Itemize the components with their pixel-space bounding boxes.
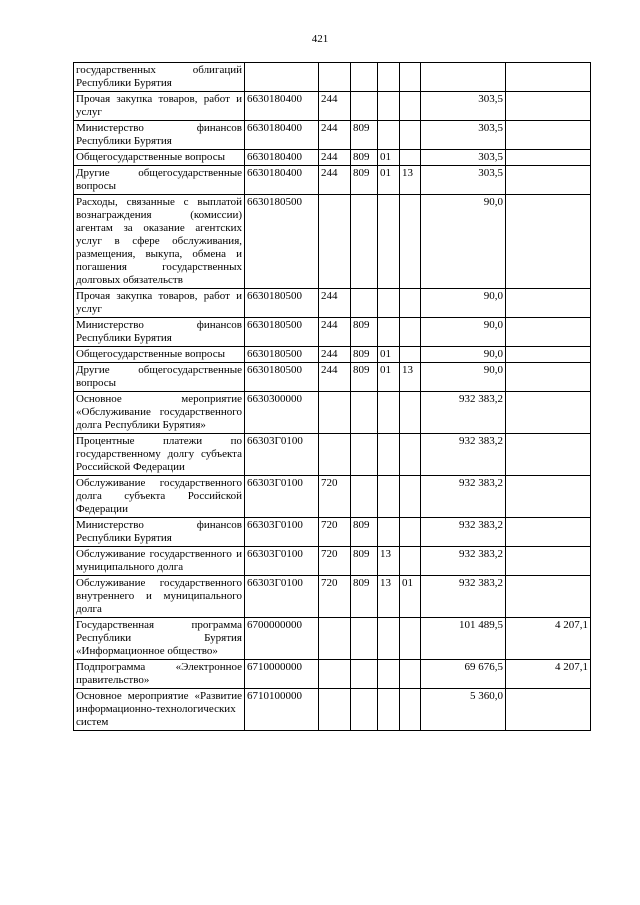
- subsection-cell: [400, 660, 421, 689]
- amount-cell: 932 383,2: [421, 392, 506, 434]
- administrator-cell: [351, 92, 378, 121]
- table-row: [74, 476, 591, 518]
- section-cell: [378, 689, 400, 731]
- expense-type-cell: [319, 434, 351, 476]
- federal-amount-cell: [506, 289, 591, 318]
- administrator-cell: [351, 660, 378, 689]
- table-row: [74, 689, 591, 731]
- administrator-cell: [351, 618, 378, 660]
- section-cell: [378, 518, 400, 547]
- target-article-cell: 6630180500: [245, 195, 319, 289]
- amount-cell: 303,5: [421, 150, 506, 166]
- federal-amount-cell: [506, 166, 591, 195]
- target-article-cell: 6630180400: [245, 166, 319, 195]
- subsection-cell: 13: [400, 166, 421, 195]
- item-name-cell: Обслуживание государственного долга субъекта Российской Федерации: [74, 476, 245, 518]
- item-name-cell: Государственная программа Республики Бурятия «Информационное общество»: [74, 618, 245, 660]
- amount-cell: 303,5: [421, 121, 506, 150]
- federal-amount-cell: [506, 363, 591, 392]
- target-article-cell: 6700000000: [245, 618, 319, 660]
- administrator-cell: 809: [351, 547, 378, 576]
- target-article-cell: 6630180500: [245, 318, 319, 347]
- expense-type-cell: [319, 392, 351, 434]
- expense-type-cell: 244: [319, 92, 351, 121]
- expense-type-cell: 244: [319, 347, 351, 363]
- federal-amount-cell: [506, 318, 591, 347]
- section-cell: [378, 195, 400, 289]
- section-cell: 01: [378, 166, 400, 195]
- target-article-cell: 66303Г0100: [245, 576, 319, 618]
- expense-type-cell: 720: [319, 518, 351, 547]
- item-name-cell: Прочая закупка товаров, работ и услуг: [74, 92, 245, 121]
- administrator-cell: 809: [351, 150, 378, 166]
- subsection-cell: [400, 476, 421, 518]
- section-cell: [378, 476, 400, 518]
- section-cell: [378, 660, 400, 689]
- administrator-cell: [351, 476, 378, 518]
- administrator-cell: [351, 195, 378, 289]
- subsection-cell: [400, 121, 421, 150]
- administrator-cell: [351, 689, 378, 731]
- administrator-cell: [351, 434, 378, 476]
- expense-type-cell: 244: [319, 318, 351, 347]
- table-row: [74, 576, 591, 618]
- expense-type-cell: 244: [319, 363, 351, 392]
- expense-type-cell: 720: [319, 547, 351, 576]
- amount-cell: 932 383,2: [421, 576, 506, 618]
- target-article-cell: 6630180400: [245, 150, 319, 166]
- page-number: 421: [311, 33, 329, 45]
- federal-amount-cell: [506, 576, 591, 618]
- amount-cell: 90,0: [421, 363, 506, 392]
- expense-type-cell: 720: [319, 476, 351, 518]
- table-row: [74, 392, 591, 434]
- table-row: [74, 547, 591, 576]
- table-row: [74, 518, 591, 547]
- subsection-cell: [400, 289, 421, 318]
- target-article-cell: 66303Г0100: [245, 547, 319, 576]
- amount-cell: 5 360,0: [421, 689, 506, 731]
- amount-cell: 932 383,2: [421, 547, 506, 576]
- table-row: [74, 660, 591, 689]
- target-article-cell: 6630180400: [245, 121, 319, 150]
- table-row: [74, 434, 591, 476]
- table-row: [74, 195, 591, 289]
- table-row: [74, 92, 591, 121]
- target-article-cell: 6630180500: [245, 289, 319, 318]
- federal-amount-cell: [506, 518, 591, 547]
- subsection-cell: [400, 547, 421, 576]
- federal-amount-cell: [506, 392, 591, 434]
- target-article-cell: 6630180400: [245, 92, 319, 121]
- federal-amount-cell: 4 207,1: [506, 660, 591, 689]
- item-name-cell: Основное мероприятие «Развитие информационно-технологических систем: [74, 689, 245, 731]
- subsection-cell: [400, 689, 421, 731]
- target-article-cell: 6710100000: [245, 689, 319, 731]
- item-name-cell: Министерство финансов Республики Бурятия: [74, 121, 245, 150]
- section-cell: 13: [378, 547, 400, 576]
- subsection-cell: [400, 318, 421, 347]
- amount-cell: 932 383,2: [421, 476, 506, 518]
- subsection-cell: [400, 618, 421, 660]
- subsection-cell: [400, 392, 421, 434]
- section-cell: [378, 92, 400, 121]
- table-row: [74, 166, 591, 195]
- administrator-cell: [351, 392, 378, 434]
- amount-cell: [421, 63, 506, 92]
- section-cell: [378, 289, 400, 318]
- expense-type-cell: 720: [319, 576, 351, 618]
- federal-amount-cell: [506, 434, 591, 476]
- federal-amount-cell: [506, 150, 591, 166]
- federal-amount-cell: [506, 121, 591, 150]
- item-name-cell: Другие общегосударственные вопросы: [74, 363, 245, 392]
- subsection-cell: [400, 63, 421, 92]
- administrator-cell: 809: [351, 166, 378, 195]
- federal-amount-cell: [506, 195, 591, 289]
- section-cell: [378, 121, 400, 150]
- target-article-cell: 6630180500: [245, 347, 319, 363]
- amount-cell: 101 489,5: [421, 618, 506, 660]
- expense-type-cell: 244: [319, 121, 351, 150]
- item-name-cell: Другие общегосударственные вопросы: [74, 166, 245, 195]
- amount-cell: 90,0: [421, 318, 506, 347]
- administrator-cell: 809: [351, 347, 378, 363]
- administrator-cell: [351, 289, 378, 318]
- federal-amount-cell: [506, 92, 591, 121]
- target-article-cell: 6710000000: [245, 660, 319, 689]
- section-cell: 01: [378, 347, 400, 363]
- amount-cell: 90,0: [421, 195, 506, 289]
- target-article-cell: 66303Г0100: [245, 434, 319, 476]
- table-row: [74, 121, 591, 150]
- amount-cell: 90,0: [421, 289, 506, 318]
- item-name-cell: Министерство финансов Республики Бурятия: [74, 318, 245, 347]
- administrator-cell: 809: [351, 518, 378, 547]
- administrator-cell: [351, 63, 378, 92]
- subsection-cell: [400, 347, 421, 363]
- administrator-cell: 809: [351, 121, 378, 150]
- federal-amount-cell: [506, 63, 591, 92]
- subsection-cell: [400, 434, 421, 476]
- expense-type-cell: 244: [319, 150, 351, 166]
- section-cell: 01: [378, 150, 400, 166]
- subsection-cell: 01: [400, 576, 421, 618]
- table-row: [74, 318, 591, 347]
- expense-type-cell: [319, 689, 351, 731]
- item-name-cell: Общегосударственные вопросы: [74, 150, 245, 166]
- item-name-cell: Процентные платежи по государственному долгу субъекта Российской Федерации: [74, 434, 245, 476]
- expense-type-cell: 244: [319, 166, 351, 195]
- administrator-cell: 809: [351, 576, 378, 618]
- section-cell: [378, 63, 400, 92]
- amount-cell: 69 676,5: [421, 660, 506, 689]
- table-row: [74, 363, 591, 392]
- section-cell: [378, 318, 400, 347]
- item-name-cell: Министерство финансов Республики Бурятия: [74, 518, 245, 547]
- item-name-cell: Основное мероприятие «Обслуживание государственного долга Республики Бурятия»: [74, 392, 245, 434]
- item-name-cell: Расходы, связанные с выплатой вознаграждения (комиссии) агентам за оказание агентских услуг в сфере обслуживания, размещения, выкупа, обмена и погашения государственных долговых обязательств: [74, 195, 245, 289]
- item-name-cell: Общегосударственные вопросы: [74, 347, 245, 363]
- table-row: [74, 289, 591, 318]
- section-cell: [378, 618, 400, 660]
- item-name-cell: Прочая закупка товаров, работ и услуг: [74, 289, 245, 318]
- amount-cell: 303,5: [421, 166, 506, 195]
- table-row: [74, 150, 591, 166]
- amount-cell: 932 383,2: [421, 518, 506, 547]
- subsection-cell: [400, 150, 421, 166]
- federal-amount-cell: [506, 347, 591, 363]
- target-article-cell: [245, 63, 319, 92]
- subsection-cell: [400, 518, 421, 547]
- section-cell: 13: [378, 576, 400, 618]
- target-article-cell: 6630180500: [245, 363, 319, 392]
- item-name-cell: Обслуживание государственного и муниципального долга: [74, 547, 245, 576]
- federal-amount-cell: [506, 547, 591, 576]
- expense-type-cell: [319, 618, 351, 660]
- section-cell: 01: [378, 363, 400, 392]
- federal-amount-cell: 4 207,1: [506, 618, 591, 660]
- section-cell: [378, 392, 400, 434]
- amount-cell: 303,5: [421, 92, 506, 121]
- table-row: [74, 618, 591, 660]
- administrator-cell: 809: [351, 363, 378, 392]
- item-name-cell: государственных облигаций Республики Бурятия: [74, 63, 245, 92]
- budget-table: [73, 62, 591, 731]
- expense-type-cell: [319, 63, 351, 92]
- table-row: [74, 347, 591, 363]
- item-name-cell: Обслуживание государственного внутреннего и муниципального долга: [74, 576, 245, 618]
- expense-type-cell: [319, 660, 351, 689]
- expense-type-cell: [319, 195, 351, 289]
- expense-type-cell: 244: [319, 289, 351, 318]
- table-row: [74, 63, 591, 92]
- amount-cell: 932 383,2: [421, 434, 506, 476]
- item-name-cell: Подпрограмма «Электронное правительство»: [74, 660, 245, 689]
- subsection-cell: [400, 195, 421, 289]
- subsection-cell: 13: [400, 363, 421, 392]
- federal-amount-cell: [506, 689, 591, 731]
- administrator-cell: 809: [351, 318, 378, 347]
- target-article-cell: 6630300000: [245, 392, 319, 434]
- target-article-cell: 66303Г0100: [245, 476, 319, 518]
- federal-amount-cell: [506, 476, 591, 518]
- target-article-cell: 66303Г0100: [245, 518, 319, 547]
- amount-cell: 90,0: [421, 347, 506, 363]
- section-cell: [378, 434, 400, 476]
- subsection-cell: [400, 92, 421, 121]
